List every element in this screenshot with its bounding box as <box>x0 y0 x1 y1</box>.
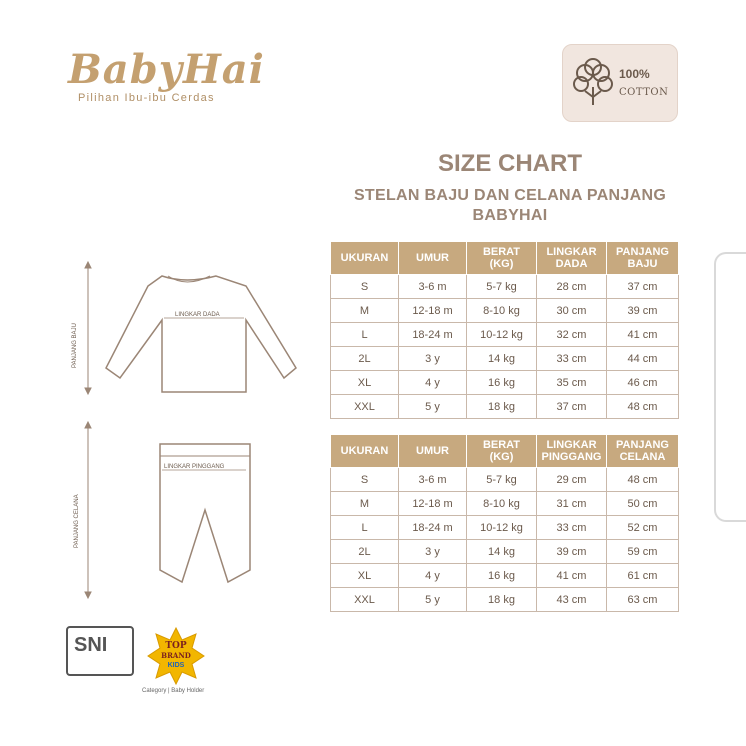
table-cell: 5 y <box>399 395 467 419</box>
pants-diagram <box>60 420 260 600</box>
sni-text: SNI <box>74 634 108 656</box>
top-brand-category: Category | Baby Holder <box>142 688 205 694</box>
table-cell: 61 cm <box>607 564 679 588</box>
header-cell: PANJANG BAJU <box>607 242 679 275</box>
table-cell: 18-24 m <box>399 323 467 347</box>
brand-logo <box>68 46 265 104</box>
table-header-row <box>331 242 679 275</box>
table-cell: 39 cm <box>537 540 607 564</box>
table-cell: L <box>331 323 399 347</box>
table-cell: 35 cm <box>537 371 607 395</box>
sni-logo <box>66 626 134 676</box>
table-cell: M <box>331 492 399 516</box>
table-row <box>331 516 679 540</box>
table-cell: 5 y <box>399 588 467 612</box>
table-cell: 4 y <box>399 371 467 395</box>
table-cell: 5-7 kg <box>467 275 537 299</box>
brand-name: BabyHai <box>68 46 265 93</box>
table-cell: 16 kg <box>467 564 537 588</box>
table-cell: S <box>331 275 399 299</box>
table-cell: 29 cm <box>537 468 607 492</box>
brand-tagline: Pilihan Ibu-ibu Cerdas <box>78 92 215 104</box>
chart-title: SIZE CHART <box>438 150 582 177</box>
table-cell: 18 kg <box>467 588 537 612</box>
table-cell: 5-7 kg <box>467 468 537 492</box>
table-header-row <box>331 435 679 468</box>
shirt-diagram <box>72 258 306 398</box>
table-cell: 33 cm <box>537 516 607 540</box>
scroll-edge-indicator <box>714 252 746 522</box>
table-row <box>331 468 679 492</box>
top-brand-brand: BRAND <box>161 651 191 660</box>
table-row <box>331 395 679 419</box>
table-row <box>331 299 679 323</box>
header-cell: BERAT (KG) <box>467 435 537 468</box>
table-cell: 10-12 kg <box>467 323 537 347</box>
table-cell: 63 cm <box>607 588 679 612</box>
table-cell: 3 y <box>399 347 467 371</box>
table-cell: XL <box>331 371 399 395</box>
table-cell: 28 cm <box>537 275 607 299</box>
table-cell: 41 cm <box>607 323 679 347</box>
header-cell: LINGKAR DADA <box>537 242 607 275</box>
table-cell: 14 kg <box>467 540 537 564</box>
table-cell: 18 kg <box>467 395 537 419</box>
size-table-shirt <box>330 241 679 419</box>
table-cell: 2L <box>331 540 399 564</box>
table-cell: XXL <box>331 588 399 612</box>
table-cell: XL <box>331 564 399 588</box>
header-cell: LINGKAR PINGGANG <box>537 435 607 468</box>
header-cell: BERAT (KG) <box>467 242 537 275</box>
table-cell: 16 kg <box>467 371 537 395</box>
size-table-pants <box>330 434 679 612</box>
shirt-outline <box>106 276 296 392</box>
table-cell: 12-18 m <box>399 299 467 323</box>
table-row <box>331 323 679 347</box>
table-cell: 37 cm <box>607 275 679 299</box>
header-cell: PANJANG CELANA <box>607 435 679 468</box>
table-cell: L <box>331 516 399 540</box>
table-cell: 8-10 kg <box>467 299 537 323</box>
table-row <box>331 564 679 588</box>
chart-subtitle: STELAN BAJU DAN CELANA PANJANG <box>353 187 667 204</box>
table-cell: XXL <box>331 395 399 419</box>
top-brand-top: TOP <box>165 641 187 651</box>
table-cell: 3 y <box>399 540 467 564</box>
cotton-percent: 100% <box>619 67 650 81</box>
table-cell: 41 cm <box>537 564 607 588</box>
table-cell: M <box>331 299 399 323</box>
table-row <box>331 347 679 371</box>
pants-waist-label: LINGKAR PINGGANG <box>164 464 225 470</box>
table-cell: 4 y <box>399 564 467 588</box>
table-cell: 44 cm <box>607 347 679 371</box>
table-cell: 18-24 m <box>399 516 467 540</box>
header-cell: UKURAN <box>331 242 399 275</box>
table-row <box>331 275 679 299</box>
shirt-chest-label: LINGKAR DADA <box>175 312 220 318</box>
cotton-label: COTTON <box>619 87 669 98</box>
table-row <box>331 371 679 395</box>
top-brand-kids: KIDS <box>167 662 185 669</box>
table-cell: 32 cm <box>537 323 607 347</box>
cotton-flower-icon <box>571 57 615 109</box>
table-cell: 3-6 m <box>399 468 467 492</box>
table-cell: 48 cm <box>607 395 679 419</box>
table-cell: 37 cm <box>537 395 607 419</box>
table-cell: 39 cm <box>607 299 679 323</box>
table-cell: 33 cm <box>537 347 607 371</box>
table-cell: 8-10 kg <box>467 492 537 516</box>
table-cell: 3-6 m <box>399 275 467 299</box>
certification-badges <box>66 626 226 696</box>
pants-length-label: PANJANG CELANA <box>74 494 80 548</box>
table-cell: 59 cm <box>607 540 679 564</box>
table-cell: 43 cm <box>537 588 607 612</box>
table-row <box>331 588 679 612</box>
cotton-badge <box>562 44 678 122</box>
table-row <box>331 492 679 516</box>
table-cell: 31 cm <box>537 492 607 516</box>
table-cell: 10-12 kg <box>467 516 537 540</box>
pants-length-arrow <box>85 422 91 598</box>
table-cell: S <box>331 468 399 492</box>
shirt-length-label: PANJANG BAJU <box>72 323 78 368</box>
header-cell: UMUR <box>399 435 467 468</box>
header-cell: UKURAN <box>331 435 399 468</box>
shirt-length-arrow <box>85 262 91 394</box>
table-cell: 46 cm <box>607 371 679 395</box>
table-cell: 48 cm <box>607 468 679 492</box>
header-cell: UMUR <box>399 242 467 275</box>
table-cell: 52 cm <box>607 516 679 540</box>
table-cell: 12-18 m <box>399 492 467 516</box>
chart-subtitle-brand: BABYHAI <box>472 207 548 224</box>
table-row <box>331 540 679 564</box>
table-cell: 50 cm <box>607 492 679 516</box>
table-cell: 30 cm <box>537 299 607 323</box>
top-brand-kids-logo <box>146 626 206 686</box>
table-cell: 2L <box>331 347 399 371</box>
table-cell: 14 kg <box>467 347 537 371</box>
